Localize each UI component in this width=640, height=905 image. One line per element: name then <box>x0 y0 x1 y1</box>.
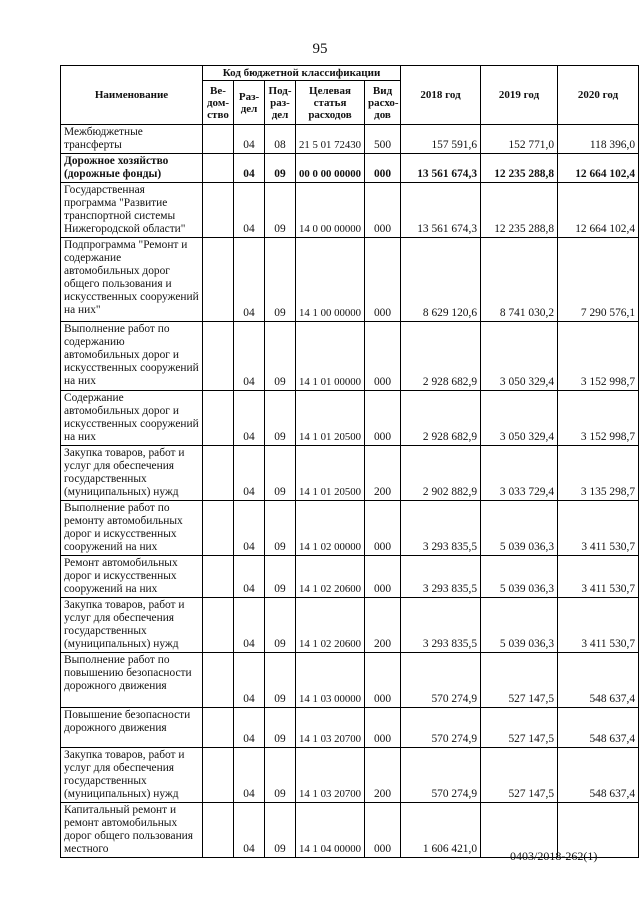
row-razdel: 04 <box>234 748 265 803</box>
table-row <box>61 154 639 183</box>
row-razdel: 04 <box>234 803 265 858</box>
row-2018: 3 293 835,5 <box>401 501 481 556</box>
row-podrazdel: 09 <box>265 238 296 322</box>
row-razdel: 04 <box>234 708 265 748</box>
table-row <box>61 708 639 748</box>
row-2018: 2 928 682,9 <box>401 322 481 391</box>
budget-table <box>60 65 639 858</box>
row-vedomstvo <box>203 748 234 803</box>
table-row <box>61 391 639 446</box>
row-vid: 000 <box>365 556 401 598</box>
row-vid: 000 <box>365 653 401 708</box>
row-2020: 12 664 102,4 <box>558 183 639 238</box>
row-2018: 2 928 682,9 <box>401 391 481 446</box>
row-celevaya: 14 1 04 00000 <box>296 803 365 858</box>
row-2019: 12 235 288,8 <box>481 154 558 183</box>
row-vedomstvo <box>203 556 234 598</box>
table-row <box>61 556 639 598</box>
row-celevaya: 14 1 01 00000 <box>296 322 365 391</box>
row-podrazdel: 09 <box>265 748 296 803</box>
row-2019: 5 039 036,3 <box>481 501 558 556</box>
row-2018: 570 274,9 <box>401 748 481 803</box>
row-vid: 000 <box>365 391 401 446</box>
table-row <box>61 183 639 238</box>
row-2019: 152 771,0 <box>481 125 558 154</box>
row-name: Капитальный ремонт и ремонт автомобильных дорог общего пользования местного <box>61 803 203 858</box>
row-2019: 3 033 729,4 <box>481 446 558 501</box>
row-2020: 548 637,4 <box>558 653 639 708</box>
row-vedomstvo <box>203 238 234 322</box>
row-vid: 000 <box>365 708 401 748</box>
row-celevaya: 14 1 00 00000 <box>296 238 365 322</box>
row-razdel: 04 <box>234 183 265 238</box>
row-celevaya: 14 1 02 00000 <box>296 501 365 556</box>
row-celevaya: 14 1 03 20700 <box>296 708 365 748</box>
header-podrazdel: Под- раз- дел <box>265 81 296 125</box>
row-name: Дорожное хозяйство (дорожные фонды) <box>61 154 203 183</box>
header-2020: 2020 год <box>558 66 639 125</box>
row-razdel: 04 <box>234 598 265 653</box>
row-2019: 5 039 036,3 <box>481 556 558 598</box>
row-razdel: 04 <box>234 238 265 322</box>
header-vid: Вид расхо- дов <box>365 81 401 125</box>
row-2020: 3 411 530,7 <box>558 598 639 653</box>
row-name: Выполнение работ по повышению безопасности дорожного движения <box>61 653 203 708</box>
row-2018: 1 606 421,0 <box>401 803 481 858</box>
row-vedomstvo <box>203 501 234 556</box>
row-name: Ремонт автомобильных дорог и искусственных сооружений на них <box>61 556 203 598</box>
header-2019: 2019 год <box>481 66 558 125</box>
table-row <box>61 322 639 391</box>
row-vid: 000 <box>365 501 401 556</box>
row-podrazdel: 09 <box>265 391 296 446</box>
row-podrazdel: 08 <box>265 125 296 154</box>
table-row <box>61 125 639 154</box>
row-name: Содержание автомобильных дорог и искусственных сооружений на них <box>61 391 203 446</box>
row-celevaya: 21 5 01 72430 <box>296 125 365 154</box>
header-code-group: Код бюджетной классификации <box>203 66 401 81</box>
row-name: Закупка товаров, работ и услуг для обеспечения государственных (муниципальных) нужд <box>61 598 203 653</box>
row-2020: 548 637,4 <box>558 708 639 748</box>
row-celevaya: 14 1 01 20500 <box>296 446 365 501</box>
row-podrazdel: 09 <box>265 803 296 858</box>
row-2019: 527 147,5 <box>481 708 558 748</box>
header-vedomstvo: Ве- дом- ство <box>203 81 234 125</box>
row-2020: 118 396,0 <box>558 125 639 154</box>
row-razdel: 04 <box>234 653 265 708</box>
row-celevaya: 14 1 03 20700 <box>296 748 365 803</box>
row-vedomstvo <box>203 803 234 858</box>
row-2020: 548 637,4 <box>558 748 639 803</box>
header-name: Наименование <box>61 66 203 125</box>
row-2018: 3 293 835,5 <box>401 598 481 653</box>
table-row <box>61 501 639 556</box>
row-podrazdel: 09 <box>265 556 296 598</box>
row-razdel: 04 <box>234 154 265 183</box>
row-celevaya: 00 0 00 00000 <box>296 154 365 183</box>
row-2018: 8 629 120,6 <box>401 238 481 322</box>
row-2019: 5 039 036,3 <box>481 598 558 653</box>
header-razdel: Раз- дел <box>234 81 265 125</box>
row-vid: 000 <box>365 322 401 391</box>
row-name: Межбюджетные трансферты <box>61 125 203 154</box>
row-vedomstvo <box>203 322 234 391</box>
row-name: Выполнение работ по ремонту автомобильных дорог и искусственных сооружений на них <box>61 501 203 556</box>
table-row <box>61 598 639 653</box>
row-vedomstvo <box>203 391 234 446</box>
table-row <box>61 653 639 708</box>
header-celevaya: Целевая статья расходов <box>296 81 365 125</box>
document-code: 0403/2018-262(1) <box>510 849 598 863</box>
row-podrazdel: 09 <box>265 708 296 748</box>
header-2018: 2018 год <box>401 66 481 125</box>
row-vedomstvo <box>203 125 234 154</box>
row-name: Подпрограмма "Ремонт и содержание автомобильных дорог общего пользования и искусственных сооружений на них" <box>61 238 203 322</box>
row-name: Государственная программа "Развитие транспортной системы Нижегородской области" <box>61 183 203 238</box>
row-podrazdel: 09 <box>265 598 296 653</box>
row-celevaya: 14 1 02 20600 <box>296 556 365 598</box>
row-celevaya: 14 1 01 20500 <box>296 391 365 446</box>
row-vedomstvo <box>203 708 234 748</box>
row-razdel: 04 <box>234 501 265 556</box>
row-celevaya: 14 1 03 00000 <box>296 653 365 708</box>
row-vedomstvo <box>203 653 234 708</box>
row-razdel: 04 <box>234 125 265 154</box>
row-vid: 000 <box>365 238 401 322</box>
row-2018: 2 902 882,9 <box>401 446 481 501</box>
row-razdel: 04 <box>234 322 265 391</box>
row-2018: 570 274,9 <box>401 653 481 708</box>
row-podrazdel: 09 <box>265 446 296 501</box>
row-vid: 200 <box>365 446 401 501</box>
row-vid: 000 <box>365 154 401 183</box>
row-razdel: 04 <box>234 391 265 446</box>
row-2020: 3 135 298,7 <box>558 446 639 501</box>
row-2019: 3 050 329,4 <box>481 322 558 391</box>
row-name: Закупка товаров, работ и услуг для обеспечения государственных (муниципальных) нужд <box>61 446 203 501</box>
row-celevaya: 14 0 00 00000 <box>296 183 365 238</box>
row-vid: 200 <box>365 598 401 653</box>
row-2018: 13 561 674,3 <box>401 183 481 238</box>
row-name: Выполнение работ по содержанию автомобильных дорог и искусственных сооружений на них <box>61 322 203 391</box>
row-2019: 8 741 030,2 <box>481 238 558 322</box>
row-podrazdel: 09 <box>265 154 296 183</box>
row-podrazdel: 09 <box>265 322 296 391</box>
row-2018: 157 591,6 <box>401 125 481 154</box>
row-2019: 527 147,5 <box>481 653 558 708</box>
table-row <box>61 238 639 322</box>
row-2019: 3 050 329,4 <box>481 391 558 446</box>
row-celevaya: 14 1 02 20600 <box>296 598 365 653</box>
page-number: 95 <box>312 41 328 57</box>
row-vid: 000 <box>365 183 401 238</box>
row-2019: 527 147,5 <box>481 748 558 803</box>
row-2020: 7 290 576,1 <box>558 238 639 322</box>
row-2020: 3 152 998,7 <box>558 391 639 446</box>
row-vid: 500 <box>365 125 401 154</box>
row-2020: 3 411 530,7 <box>558 501 639 556</box>
row-2018: 570 274,9 <box>401 708 481 748</box>
row-name: Закупка товаров, работ и услуг для обеспечения государственных (муниципальных) нужд <box>61 748 203 803</box>
table-row <box>61 748 639 803</box>
row-vedomstvo <box>203 154 234 183</box>
row-podrazdel: 09 <box>265 501 296 556</box>
row-2018: 13 561 674,3 <box>401 154 481 183</box>
row-2020: 3 411 530,7 <box>558 556 639 598</box>
table-row <box>61 446 639 501</box>
row-vid: 000 <box>365 803 401 858</box>
row-vedomstvo <box>203 183 234 238</box>
row-vedomstvo <box>203 598 234 653</box>
row-2018: 3 293 835,5 <box>401 556 481 598</box>
row-razdel: 04 <box>234 556 265 598</box>
row-podrazdel: 09 <box>265 653 296 708</box>
row-name: Повышение безопасности дорожного движения <box>61 708 203 748</box>
row-vid: 200 <box>365 748 401 803</box>
row-podrazdel: 09 <box>265 183 296 238</box>
row-2020: 3 152 998,7 <box>558 322 639 391</box>
row-2020: 12 664 102,4 <box>558 154 639 183</box>
row-2019: 12 235 288,8 <box>481 183 558 238</box>
row-vedomstvo <box>203 446 234 501</box>
row-razdel: 04 <box>234 446 265 501</box>
